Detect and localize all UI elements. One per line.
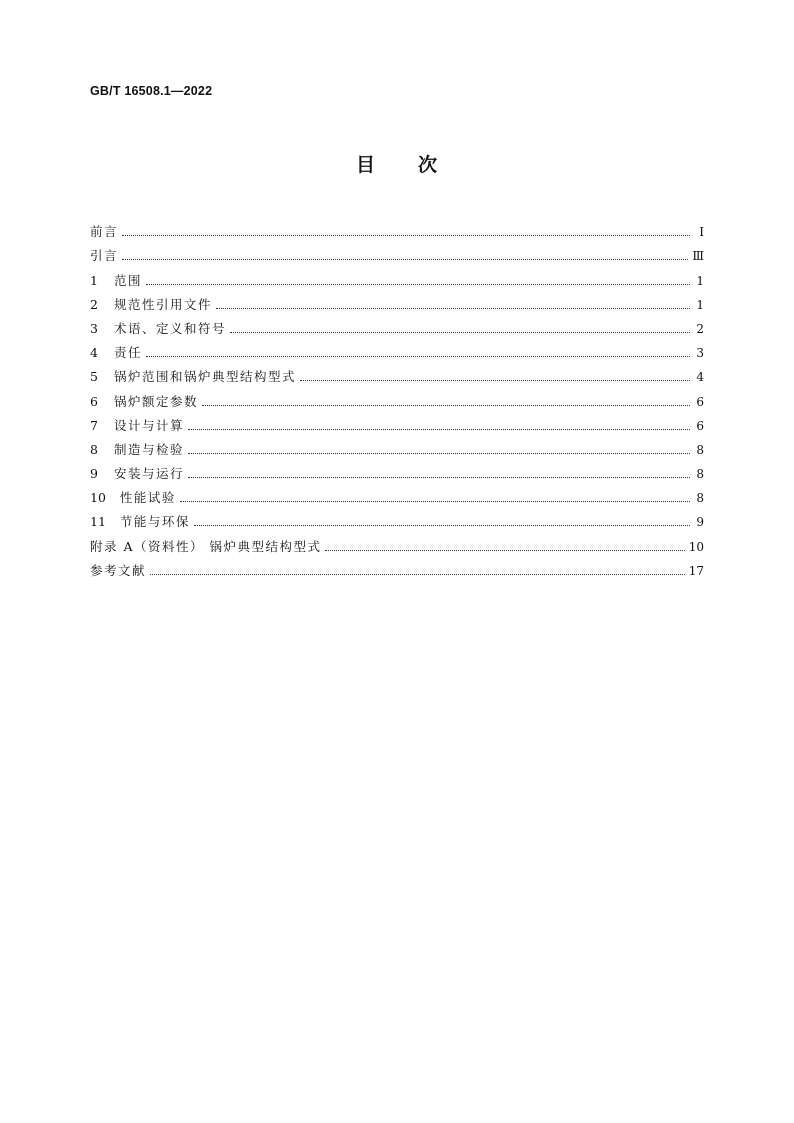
toc-entry[interactable] [90, 506, 704, 530]
toc-entry-page: 8 [696, 467, 704, 482]
toc-leader-dots [122, 259, 688, 260]
toc-leader-dots [216, 308, 690, 309]
toc-leader-dots [188, 453, 690, 454]
toc-entry-number: 7 [90, 417, 98, 433]
toc-entry-label: 责任 [113, 345, 142, 361]
toc-entry-label: 锅炉范围和锅炉典型结构型式 [113, 369, 296, 385]
toc-leader-dots [230, 332, 690, 333]
toc-leader-dots [194, 525, 690, 526]
toc-entry[interactable] [90, 264, 704, 288]
toc-entry-label: 附录 A（资料性） 锅炉典型结构型式 [90, 538, 322, 554]
toc-entry-page: 6 [696, 418, 704, 433]
toc-entry[interactable] [90, 361, 704, 385]
title-char-2: 次 [418, 154, 439, 176]
toc-entry[interactable] [90, 530, 704, 554]
toc-entry-number: 1 [90, 272, 98, 288]
toc-entry-page: Ⅰ [699, 225, 704, 240]
toc-entry-page: 8 [696, 491, 704, 506]
toc-entry-page: 3 [696, 346, 704, 361]
toc-entry-number: 8 [90, 441, 98, 457]
toc-leader-dots [188, 477, 690, 478]
toc-entry[interactable] [90, 482, 704, 506]
toc-entry[interactable] [90, 216, 704, 240]
toc-entry[interactable] [90, 458, 704, 482]
toc-entry[interactable] [90, 555, 704, 579]
toc-entry-label: 引言 [90, 248, 119, 264]
table-of-contents [90, 216, 704, 579]
toc-leader-dots [300, 380, 690, 381]
toc-leader-dots [146, 284, 690, 285]
toc-entry[interactable] [90, 385, 704, 409]
toc-entry-label: 规范性引用文件 [113, 296, 212, 312]
toc-entry-label: 术语、定义和符号 [113, 320, 226, 336]
toc-entry-page: 6 [696, 394, 704, 409]
toc-leader-dots [325, 550, 684, 551]
toc-entry-label: 参考文献 [90, 562, 147, 578]
toc-entry[interactable] [90, 313, 704, 337]
toc-entry-number: 3 [90, 320, 98, 336]
toc-entry-label: 安装与运行 [113, 466, 184, 482]
toc-entry-page: 17 [688, 563, 704, 578]
toc-entry-number: 11 [90, 514, 106, 530]
toc-entry-label: 制造与检验 [113, 441, 184, 457]
toc-entry-number: 4 [90, 345, 98, 361]
title-char-1: 目 [355, 154, 376, 176]
toc-entry-page: 8 [696, 442, 704, 457]
toc-entry[interactable] [90, 434, 704, 458]
toc-leader-dots [146, 356, 690, 357]
toc-entry-page: 10 [688, 539, 704, 554]
toc-entry-number: 10 [90, 490, 106, 506]
toc-entry-page: 9 [696, 515, 704, 530]
toc-leader-dots [202, 405, 690, 406]
toc-entry-number: 2 [90, 296, 98, 312]
toc-entry[interactable] [90, 410, 704, 434]
toc-entry[interactable] [90, 240, 704, 264]
toc-entry-number: 6 [90, 393, 98, 409]
toc-entry-label: 节能与环保 [119, 514, 190, 530]
toc-entry[interactable] [90, 289, 704, 313]
toc-entry-number: 5 [90, 369, 98, 385]
toc-entry-label: 性能试验 [119, 490, 176, 506]
toc-entry[interactable] [90, 337, 704, 361]
toc-leader-dots [180, 501, 690, 502]
toc-leader-dots [188, 429, 690, 430]
toc-entry-label: 前言 [90, 224, 119, 240]
standard-number: GB/T 16508.1—2022 [90, 84, 213, 98]
toc-entry-page: 2 [696, 321, 704, 336]
toc-entry-page: 4 [696, 370, 704, 385]
toc-entry-label: 设计与计算 [113, 417, 184, 433]
toc-leader-dots [150, 574, 685, 575]
toc-entry-page: Ⅲ [692, 249, 704, 264]
toc-leader-dots [122, 235, 690, 236]
toc-entry-number: 9 [90, 466, 98, 482]
page-title [0, 150, 794, 177]
toc-entry-label: 范围 [113, 272, 142, 288]
toc-entry-label: 锅炉额定参数 [113, 393, 198, 409]
toc-entry-page: 1 [696, 297, 704, 312]
toc-entry-page: 1 [696, 273, 704, 288]
